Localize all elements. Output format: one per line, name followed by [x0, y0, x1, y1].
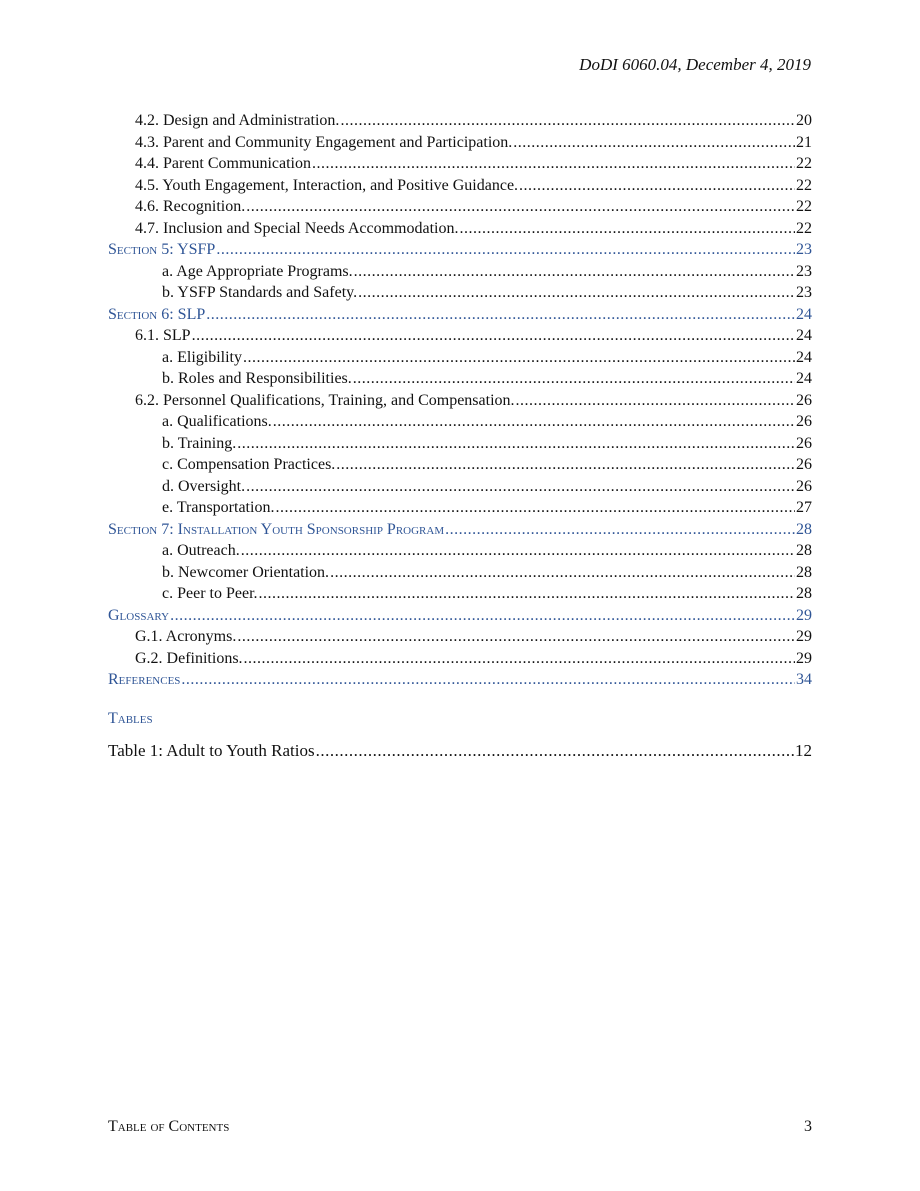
dot-leader [519, 175, 795, 197]
toc-entry-title: 4.6. Recognition. [135, 198, 246, 215]
toc-entry-title: Section 5: YSFP [108, 241, 216, 258]
toc-entry-page-number: 27 [796, 499, 812, 516]
toc-section-link[interactable] [108, 304, 812, 326]
dot-leader [237, 433, 795, 455]
toc-entry-page-number: 24 [796, 370, 812, 387]
toc-entry-link[interactable] [108, 175, 812, 197]
toc-entry-title: Section 7: Installation Youth Sponsorship Program [108, 520, 445, 538]
toc-entry-link[interactable] [108, 110, 812, 132]
dot-leader [246, 196, 795, 218]
dot-leader [206, 304, 795, 326]
dot-leader [445, 519, 795, 541]
toc-entry-page-number: 29 [796, 628, 812, 645]
toc-entry-link[interactable] [108, 218, 812, 240]
toc-entry-title: a. Age Appropriate Programs. [162, 262, 353, 280]
dot-leader [516, 390, 795, 412]
toc-entry-title: G.2. Definitions. [135, 649, 243, 667]
toc-entry-link[interactable] [108, 347, 812, 369]
toc-entry-link[interactable] [108, 540, 812, 562]
toc-entry-link[interactable] [108, 433, 812, 455]
toc-entry-page-number: 28 [796, 542, 812, 559]
toc-entry-title: 4.7. Inclusion and Special Needs Accommodation. [135, 219, 459, 237]
toc-entry-title: a. Outreach. [162, 542, 240, 559]
toc-entry-title: Section 6: SLP [108, 305, 206, 323]
footer-page-number: 3 [804, 1118, 812, 1135]
dot-leader [459, 218, 795, 240]
table-of-contents [108, 110, 812, 691]
tables-list [108, 740, 812, 762]
dot-leader [273, 411, 795, 433]
toc-entry-title: a. Eligibility [162, 348, 242, 366]
toc-entry-title: G.1. Acronyms. [135, 628, 237, 645]
dot-leader [513, 132, 795, 154]
toc-entry-link[interactable] [108, 325, 812, 347]
toc-entry-link[interactable] [108, 583, 812, 605]
dot-leader [330, 562, 795, 584]
dot-leader [275, 497, 795, 519]
toc-entry-title: b. Training. [162, 434, 237, 452]
toc-entry-title: a. Qualifications. [162, 413, 272, 430]
toc-entry-link[interactable] [108, 368, 812, 390]
toc-entry-page-number: 24 [796, 348, 812, 366]
toc-entry-link[interactable] [108, 196, 812, 218]
toc-entry-page-number: 23 [796, 262, 812, 280]
dot-leader [340, 110, 795, 132]
toc-entry-page-number: 21 [796, 133, 812, 151]
toc-entry-link[interactable] [108, 390, 812, 412]
toc-entry-title: 4.5. Youth Engagement, Interaction, and Positive Guidance. [135, 176, 519, 194]
dot-leader [354, 261, 795, 283]
dot-leader [336, 454, 795, 476]
toc-entry-page-number: 28 [796, 563, 812, 581]
toc-entry-page-number: 26 [796, 456, 812, 473]
toc-entry-page-number: 26 [796, 477, 812, 495]
dot-leader [316, 740, 794, 762]
toc-entry-page-number: 23 [796, 241, 812, 258]
dot-leader [192, 325, 795, 347]
toc-entry-page-number: 22 [796, 198, 812, 215]
toc-entry-page-number: 29 [796, 606, 812, 624]
dot-leader [170, 605, 795, 627]
page-header: DoDI 6060.04, December 4, 2019 [579, 55, 811, 74]
toc-entry-link[interactable] [108, 153, 812, 175]
toc-section-link[interactable] [108, 239, 812, 261]
toc-entry-page-number: 22 [796, 155, 812, 172]
toc-entry-title: Table 1: Adult to Youth Ratios [108, 741, 315, 760]
toc-entry-title: e. Transportation. [162, 499, 275, 516]
toc-entry-page-number: 24 [796, 327, 812, 344]
toc-entry-title: b. Newcomer Orientation. [162, 563, 330, 581]
toc-entry-title: References [108, 671, 181, 688]
toc-section-link[interactable] [108, 605, 812, 627]
toc-entry-page-number: 12 [795, 741, 812, 760]
dot-leader [358, 282, 795, 304]
dot-leader [259, 583, 795, 605]
toc-entry-link[interactable] [108, 282, 812, 304]
dot-leader [216, 239, 795, 261]
toc-section-link[interactable] [108, 669, 812, 691]
toc-entry-title: b. Roles and Responsibilities. [162, 370, 352, 387]
toc-entry-link[interactable] [108, 626, 812, 648]
toc-entry-link[interactable] [108, 562, 812, 584]
toc-entry-title: 4.2. Design and Administration. [135, 112, 340, 129]
dot-leader [237, 626, 795, 648]
toc-entry-page-number: 26 [796, 391, 812, 409]
toc-entry-link[interactable] [108, 476, 812, 498]
toc-entry-page-number: 28 [796, 585, 812, 602]
footer-section-title: Table of Contents [108, 1118, 230, 1135]
toc-entry-page-number: 23 [796, 284, 812, 301]
toc-entry-page-number: 22 [796, 176, 812, 194]
toc-entry-link[interactable] [108, 411, 812, 433]
toc-entry-page-number: 26 [796, 434, 812, 452]
dot-leader [243, 347, 795, 369]
dot-leader [353, 368, 795, 390]
toc-entry-page-number: 24 [796, 305, 812, 323]
toc-entry-page-number: 26 [796, 413, 812, 430]
dot-leader [246, 476, 795, 498]
dot-leader [312, 153, 795, 175]
toc-entry-link[interactable] [108, 740, 812, 762]
toc-entry-title: 6.1. SLP [135, 327, 191, 344]
toc-entry-page-number: 28 [796, 520, 812, 538]
dot-leader [244, 648, 795, 670]
toc-entry-title: c. Peer to Peer. [162, 585, 258, 602]
toc-entry-page-number: 20 [796, 112, 812, 129]
toc-entry-title: c. Compensation Practices. [162, 456, 336, 473]
dot-leader [241, 540, 795, 562]
toc-entry-title: Glossary [108, 606, 170, 624]
tables-heading: Tables [108, 710, 153, 727]
toc-entry-link[interactable] [108, 497, 812, 519]
toc-entry-title: 4.3. Parent and Community Engagement and Participation. [135, 133, 513, 151]
toc-entry-title: b. YSFP Standards and Safety. [162, 284, 358, 301]
toc-entry-link[interactable] [108, 454, 812, 476]
toc-entry-link[interactable] [108, 648, 812, 670]
toc-entry-link[interactable] [108, 261, 812, 283]
dot-leader [181, 669, 795, 691]
toc-section-link[interactable] [108, 519, 812, 541]
toc-entry-title: 4.4. Parent Communication [135, 155, 311, 172]
toc-entry-title: d. Oversight. [162, 477, 246, 495]
toc-entry-page-number: 34 [796, 671, 812, 688]
toc-entry-link[interactable] [108, 132, 812, 154]
toc-entry-page-number: 22 [796, 219, 812, 237]
toc-entry-title: 6.2. Personnel Qualifications, Training, and Compensation. [135, 391, 515, 409]
toc-entry-page-number: 29 [796, 649, 812, 667]
